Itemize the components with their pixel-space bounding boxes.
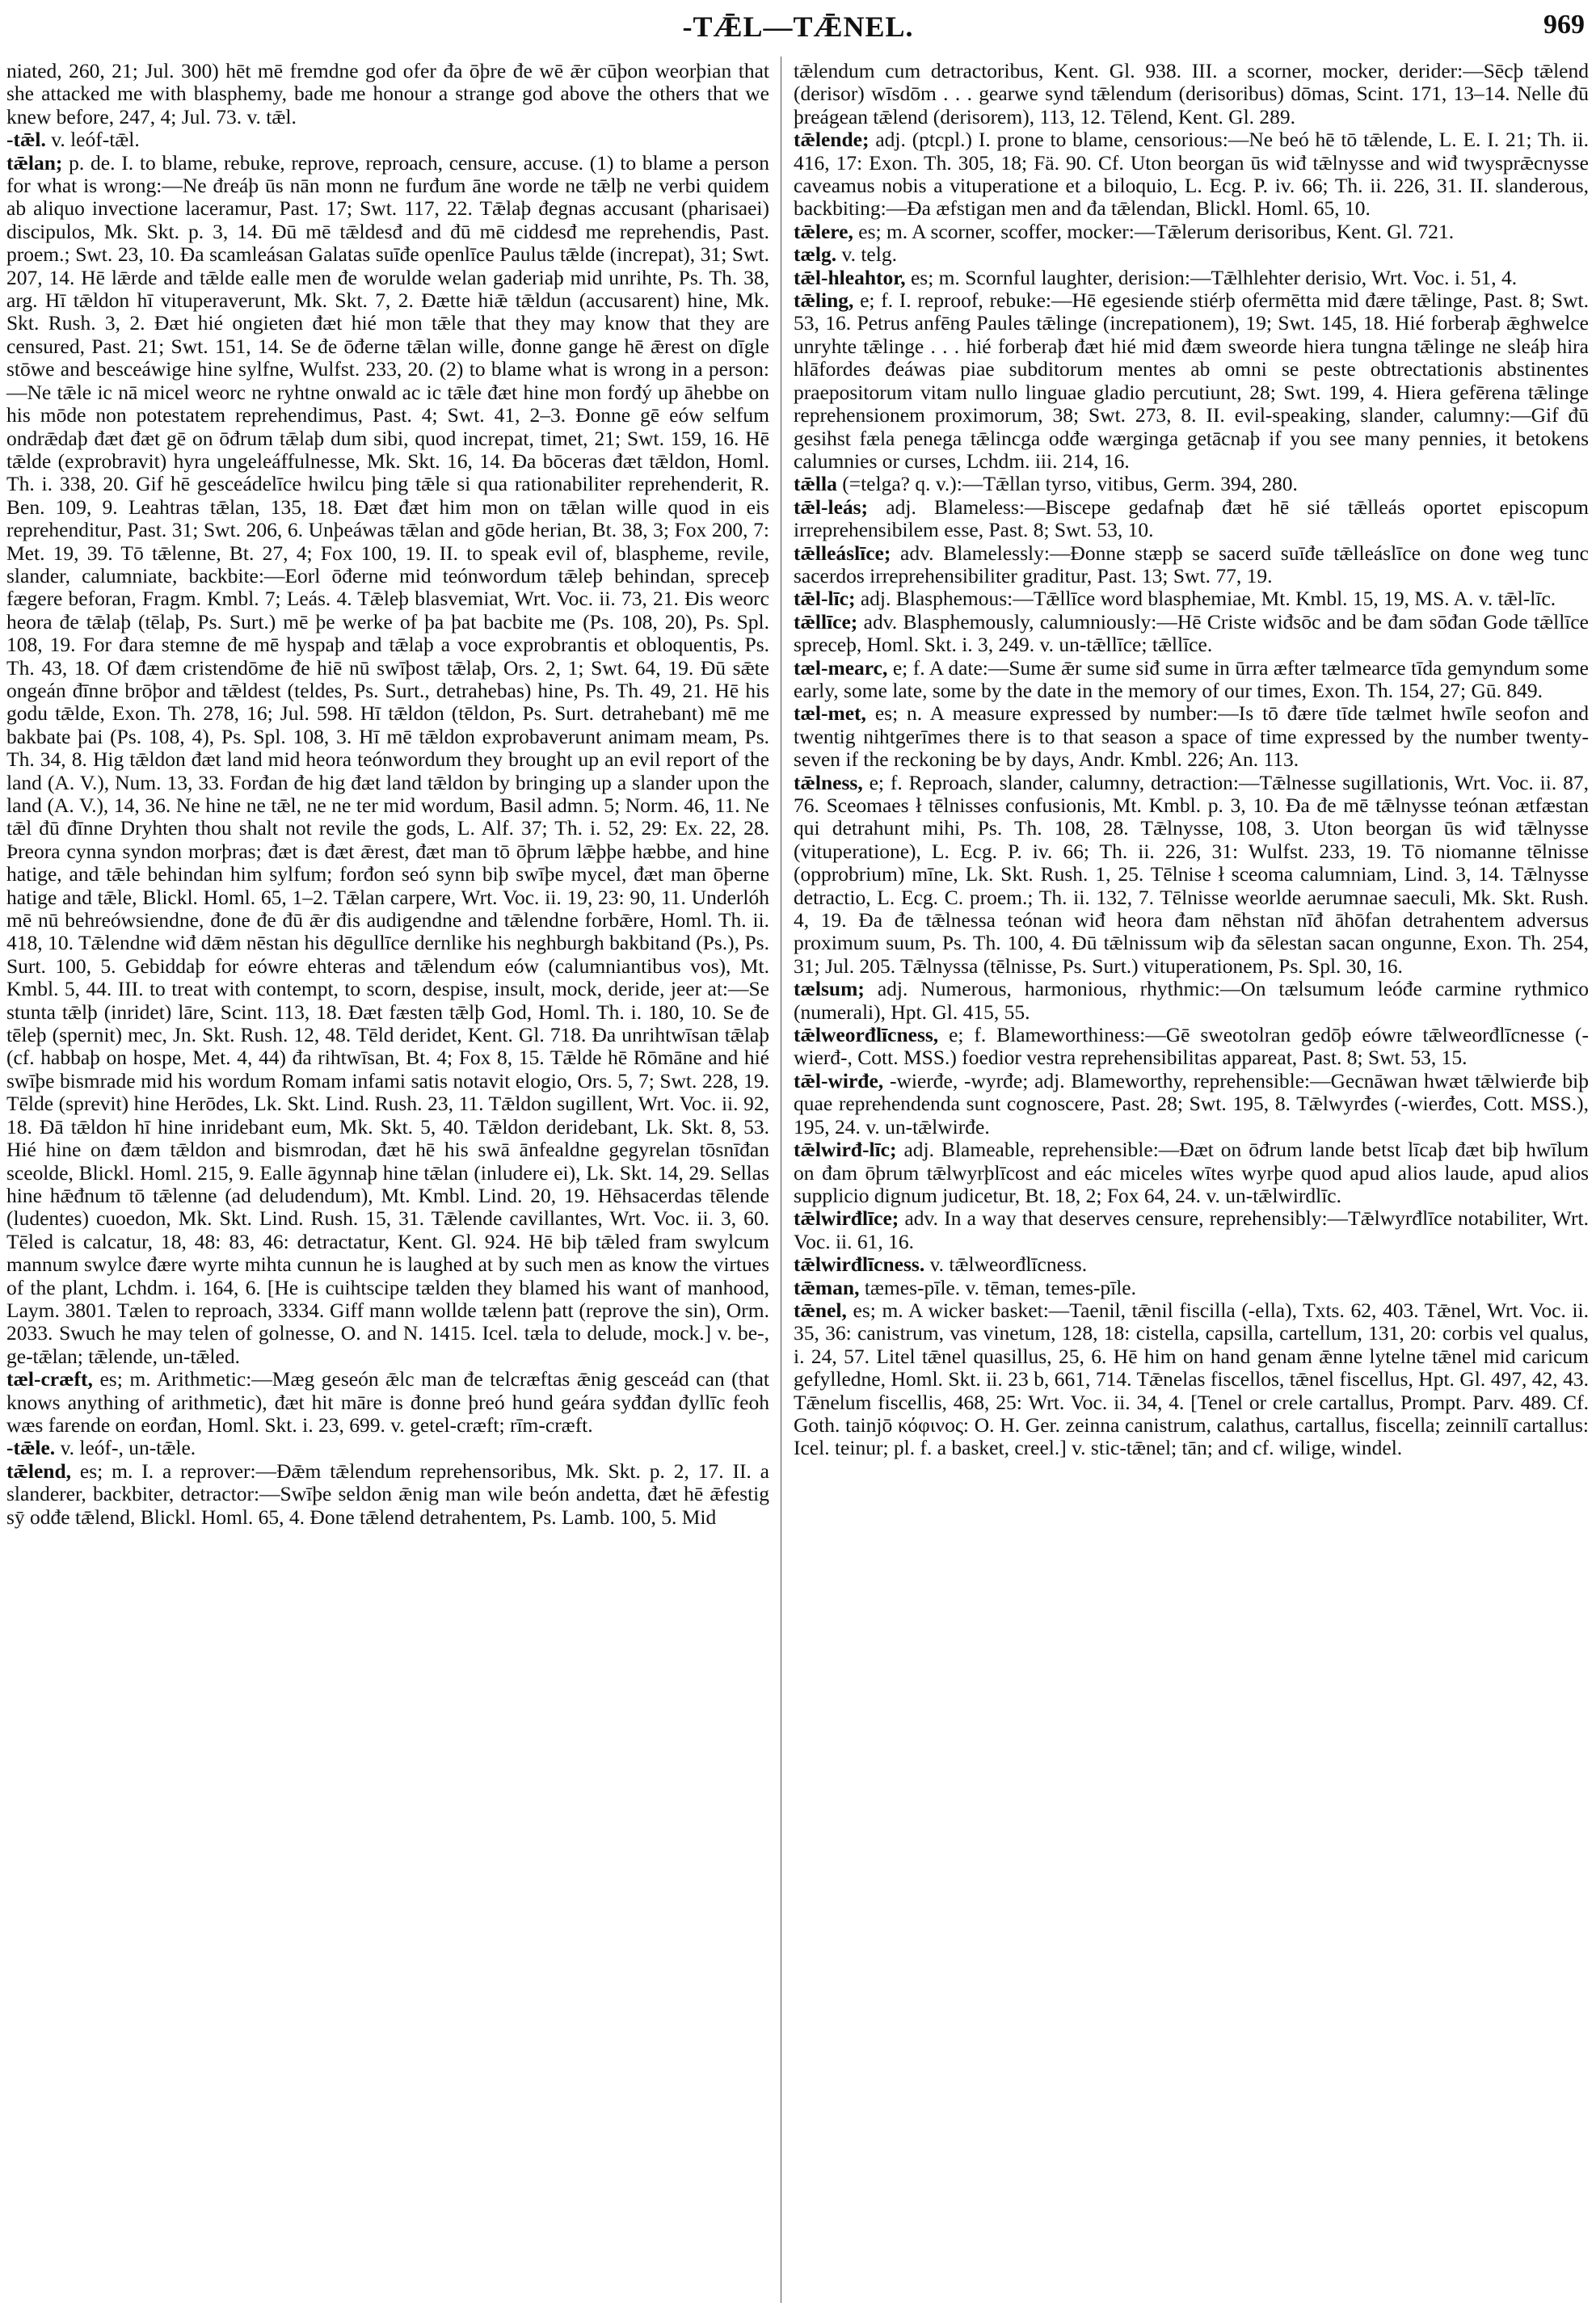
entry-text: adj. (ptcpl.) I. prone to blame, censorious:—Ne beó hē tō tǣlende, L. E. I. 21; Th. ii. 416, 17: Exon. Th. 305, 18; Fä. 90. Cf. Uton beorgan ūs wiđ tǣlnysse and wiđ twysprǣcnysse caveamus nobis a vituperatione et a biloquio, L. Ecg. P. iv. 66; Th. ii. 226, 31. II. slanderous, backbiting:—Đa æfstigan men and đa tǣlendan, Blickl. Homl. 65, 10. xyxy=(794,128,1589,221)
dictionary-entry xyxy=(6,1460,769,1529)
entry-headword: tǣnel, xyxy=(794,1298,847,1322)
entry-headword: tǣlwirđlīcness. xyxy=(794,1252,925,1277)
entry-headword: tǣlan; xyxy=(6,150,63,175)
dictionary-entry xyxy=(6,60,769,128)
entry-text: e; f. Blameworthiness:—Gē sweotolran gedōþ eówre tǣlweorđlīcnesse (-wierđ-, Cott. MSS.) foedior vestra reprehensibilitas appareat, Past. 8; Swt. 53, 15. xyxy=(794,1023,1589,1070)
entry-text: v. leóf-, un-tǣle. xyxy=(55,1436,196,1460)
dictionary-entry xyxy=(6,152,769,1369)
entry-headword: tǣlwirđ-līc; xyxy=(794,1138,897,1162)
entry-text: adv. In a way that deserves censure, reprehensibly:—Tǣlwyrđlīce notabiliter, Wrt. Voc. ii. 61, 16. xyxy=(794,1206,1589,1253)
dictionary-entry xyxy=(794,1070,1589,1139)
entry-text: adj. Blameless:—Biscepe gedafnaþ đæt hē sié tǣlleás oportet episcopum irreprehensibilem esse, Past. 8; Swt. 53, 10. xyxy=(794,495,1589,542)
left-column xyxy=(6,60,769,1529)
entry-headword: tǣl-wirđe, xyxy=(794,1068,884,1092)
entry-text: (=telga? q. v.):—Tǣllan tyrso, vitibus, Germ. 394, 280. xyxy=(836,472,1298,496)
dictionary-entry xyxy=(794,587,1589,610)
entry-text: es; m. Arithmetic:—Mæg geseón ǣlc man đe telcræftas ǣnig gesceád can (that knows anything of arithmetic), đæt hit māre is đonne þreó hund geára syđđan đyllīc feoh wæs farende on eorđan, Homl. Skt. i. 23, 699. v. getel-cræft; rīm-cræft. xyxy=(6,1367,769,1437)
entry-text: adj. Blasphemous:—Tǣllīce word blasphemiae, Mt. Kmbl. 15, 19, MS. A. v. tǣl-līc. xyxy=(855,587,1556,611)
entry-text: es; m. A wicker basket:—Taenil, tǣnil fiscilla (-ella), Txts. 62, 403. Tǣnel, Wrt. Voc. ii. 35, 36: canistrum, vas vinetum, 128, 18: cistella, capsilla, cartellum, 131, 20: corbis vel qualus, i. 24, 57. Litel tǣnel quasillus, 25, 6. Hē him on hand genam ǣnne lytelne tǣnel mid caricum gefylledne, Homl. Skt. ii. 23 b, 661, 714. Tǣnelas fiscellos, tǣnel fiscellus, Hpt. Gl. 497, 42, 43. Tǣnelum fiscellis, 468, 25: Wrt. Voc. ii. 34, 4. [Tenel or crele cartallus, Prompt. Parv. 489. Cf. Goth. tainjō κόφινος: O. H. Ger. zeinna canistrum, calathus, cartallus, fiscella; zeinnilī cartallus: Icel. teinur; pl. f. a basket, creel.] v. stic-tǣnel; tān; and cf. wilige, windel. xyxy=(794,1298,1589,1460)
entry-headword: tǣlleáslīce; xyxy=(794,541,891,565)
entry-headword: tǣllīce; xyxy=(794,609,858,634)
entry-headword: tǣlere, xyxy=(794,219,853,243)
entry-text: v. leóf-tǣl. xyxy=(45,128,140,152)
entry-headword: tǣl-hleahtor, xyxy=(794,265,906,289)
entry-text: adj. Numerous, harmonious, rhythmic:—On tælsumum leóđe carmine rythmico (numerali), Hpt. Gl. 415, 55. xyxy=(794,977,1589,1024)
dictionary-entry xyxy=(794,702,1589,771)
entry-headword: tǣl-līc; xyxy=(794,587,856,611)
entry-text: p. de. I. to blame, rebuke, reprove, reproach, censure, accuse. (1) to blame a person for what is wrong:—Ne đreáþ ūs nān monn ne furđum āne worde ne tǣlþ ne verbi quidem ab aliquo invectione laceramur, Past. 17; Swt. 117, 22. Tǣlaþ đegnas accusant (pharisaei) discipulos, Mk. Skt. p. 3, 14. Đū mē tǣldesđ and đū mē ciddesđ me reprehendis, Past. proem.; Swt. 23, 10. Đa scamleásan Galatas suīđe openlīce Paulus tǣlde (increpat), 31; Swt. 207, 14. Hē lǣrde and tǣlde ealle men đe worulde welan gaderiaþ mid unrihte, Ps. Th. 38, arg. Hī tǣldon hī vituperaverunt, Mk. Skt. 7, 2. Đætte hiǣ tǣldun (accusarent) hine, Mk. Skt. Rush. 3, 2. Đæt hié ongieten đæt hié mon tǣle that they may know that they are censured, Past. 21; Swt. 151, 14. Se đe ōđerne tǣlan wille, đonne gange hē ǣrest on dīgle stōwe and besceáwige hine sylfne, Wulfst. 233, 20. (2) to blame what is wrong in a person:—Ne tǣle ic nā micel weorc ne ryhtne onwald ac ic tǣle đæt hine mon forđý up āhebbe on his mōde non potestatem reprehendimus, Past. 4; Swt. 41, 2–3. Đonne gē eów selfum ondrǣdaþ đæt đæt gē on ōđrum tǣlaþ dum sibi, quod increpat, timet, 21; Swt. 159, 16. Hē tǣlde (exprobravit) hyra ungeleáffulnesse, Mk. Skt. 16, 14. Đa bōceras đæt tǣldon, Homl. Th. i. 338, 20. Gif hē gesceádelīce hwilcu þing tǣle si qua rationabiliter reprehenderit, R. Ben. 109, 9. Leahtras tǣlan, 135, 18. Đæt đæt him mon on tǣlan wille quod in eis reprehenditur, Past. 31; Swt. 206, 6. Unþeáwas tǣlan and gōde herian, Bt. 38, 3; Fox 200, 7: Met. 19, 39. Tō tǣlenne, Bt. 27, 4; Fox 100, 19. II. to speak evil of, blaspheme, revile, slander, calumniate, backbite:—Eorl ōđerne mid teónwordum tǣleþ behindan, spreceþ fægere beforan, Fragm. Kmbl. 7; Leás. 4. Tǣleþ blasvemiat, Wrt. Voc. ii. 73, 21. Đis weorc heora đe tǣlaþ (tēlaþ, Ps. Surt.) mē þe werke of þa þat bacbite me (Ps. 108, 20), Ps. Spl. 108, 19. For đara stemne đe mē hyspaþ and tǣlaþ a voce exprobrantis et obloquentis, Ps. Th. 43, 18. Of đæm cristendōme đe hiē nū swīþost tǣlaþ, Ors. 2, 1; Swt. 64, 19. Đū sǣte ongeán đīnne brōþor and tǣldest (teldes, Ps. Surt., detrahebas) hine, Ps. Th. 49, 21. Hē his godu tǣlde, Exon. Th. 278, 16; Jul. 598. Hī tǣldon (tēldon, Ps. Surt. detrahebant) mē me bakbate þai (Ps. 108, 4), Ps. Spl. 108, 3. Hī mē tǣldon exprobaverunt animam meam, Ps. Th. 34, 8. Hig tǣldon đæt land mid heora teónwordum they brought up an evil report of the land (A. V.), Num. 13, 33. Forđan đe hig đæt land tǣldon by bringing up a slander upon the land (A. V.), 14, 36. Ne hine ne tǣl, ne ne ter mid wordum, Basil admn. 5; Norm. 46, 11. Ne tǣl đū đīnne Dryhten thou shalt not revile the gods, L. Alf. 37; Th. i. 52, 29: Ex. 22, 28. Þreora cynna syndon morþras; đæt is đæt ǣrest, đæt man tō ōþrum lǣþþe hæbbe, and hine hatige, and tǣle behindan him sylfum; forđon seó synn biþ swīþe mycel, đæt man ōþerne hatige and tǣle, Blickl. Homl. 65, 1–2. Tǣlan carpere, Wrt. Voc. ii. 19, 23: 90, 11. Underlóh mē nū behreówsiendne, đone đe đū ǣr đis audigendne and tǣlendne forbǣre, Homl. Th. ii. 418, 10. Tǣlendne wiđ dǣm nēstan his dēgullīce dernlike his neghburgh bakbitand (Ps.), Ps. Surt. 100, 5. Gebiddaþ for eówre ehteras and tǣlendum eów (calumniantibus vos), Mt. Kmbl. 5, 44. III. to treat with contempt, to scorn, despise, insult, mock, deride, jeer at:—Se stunta tǣlþ (inridet) lāre, Scint. 113, 18. Đæt fæsten tǣlþ God, Homl. Th. i. 180, 10. Se đe tēleþ (spernit) mec, Jn. Skt. Rush. 12, 48. Tēld deridet, Kent. Gl. 718. Đa unrihtwīsan tǣlaþ (cf. habbaþ on hospe, Met. 4, 44) đa rihtwīsan, Bt. 4; Fox 8, 15. Tǣlde hē Rōmāne and hié swīþe bismrade mid his wordum Romam infami satis notavit elogio, Ors. 5, 7; Swt. 228, 19. Tēlde (sprevit) hine Herōdes, Lk. Skt. Lind. Rush. 23, 11. Tǣldon sugillent, Wrt. Voc. ii. 92, 18. Đā tǣldon hī hine inridebant eum, Mk. Skt. 5, 40. Tǣldon deridebant, Lk. Skt. 8, 53. Hié hine on đæm tǣldon and bismrodan, đæt hē his swā ānfealdne gegyrelan tōsnīđan sceolde, Blickl. Homl. 215, 9. Ealle āgynnaþ hine tǣlan (inludere ei), Lk. Skt. 14, 29. Sellas hine hǣđnum tō tǣlenne (ad deludendum), Mt. Kmbl. Lind. 20, 19. Hēhsacerdas tēlende (ludentes) cuoedon, Mk. Skt. Lind. Rush. 15, 31. Tǣlende cavillantes, Wrt. Voc. ii. 3, 60. Tēled is calcatur, 18, 48: 83, 46: detractatur, Kent. Gl. 924. Hē biþ tǣled fram swylcum mannum swylce đære wyrte mihta cunnun he is laughed at by such men as know the virtues of the plant, Lchdm. i. 164, 6. [He is cuihtscipe tælden they blamed his want of manhood, Laym. 3801. Tælen to reproach, 3334. Giff mann wollde tælenn þatt (reprove the sin), Orm. 2033. Swuch he may telen of golnesse, O. and N. 1415. Icel. tæla to delude, mock.] v. be-, ge-tǣlan; tǣlende, un-tǣled. xyxy=(6,150,769,1368)
dictionary-entry xyxy=(794,221,1589,243)
entry-text: niated, 260, 21; Jul. 300) hēt mē fremdne god ofer đa ōþre đe wē ǣr cūþon weorþian that she attacked me with blasphemy, bade me honour a strange god above the others that we knew before, 247, 4; Jul. 73. v. tǣl. xyxy=(6,59,769,128)
dictionary-entry xyxy=(794,1207,1589,1253)
entry-text: es; m. Scornful laughter, derision:—Tǣlhlehter derisio, Wrt. Voc. i. 51, 4. xyxy=(905,265,1518,289)
entry-text: es; m. I. a reprover:—Đǣm tǣlendum reprehensoribus, Mk. Skt. p. 2, 17. II. a slanderer, backbiter, detractor:—Swīþe seldon ǣnig man wile beón andetta, đæt hē ǣfestig sȳ odđe tǣlend, Blickl. Homl. 65, 4. Đone tǣlend detrahentem, Ps. Lamb. 100, 5. Mid xyxy=(6,1459,769,1529)
entry-headword: tæl-mearc, xyxy=(794,655,888,680)
dictionary-entry xyxy=(794,657,1589,703)
dictionary-entry xyxy=(794,1299,1589,1460)
dictionary-entry xyxy=(794,1139,1589,1207)
dictionary-entry xyxy=(794,289,1589,473)
entry-headword: tælsum; xyxy=(794,977,865,1001)
entry-headword: tæl-met, xyxy=(794,701,866,726)
dictionary-entry xyxy=(794,473,1589,495)
dictionary-entry xyxy=(794,611,1589,657)
dictionary-entry xyxy=(794,1277,1589,1299)
running-head: -TǢL—TǢNEL. xyxy=(682,11,914,43)
right-column xyxy=(794,60,1589,1460)
entry-headword: tæl-cræft, xyxy=(6,1367,93,1391)
entry-headword: tǣling, xyxy=(794,288,854,313)
entry-text: adv. Blamelessly:—Đonne stæpþ se sacerd suīđe tǣlleáslīce on đone weg tunc sacerdos irreprehensibiliter graditur, Past. 13; Swt. 77, 19. xyxy=(794,541,1589,587)
entry-text: es; n. A measure expressed by number:—Is tō đære tīde tælmet hwīle seofon and twentig nihtgerīmes there is to that season a space of time expressed by the number twenty-seven if the reckoning be by days, Andr. Kmbl. 226; An. 113. xyxy=(794,701,1589,772)
dictionary-entry xyxy=(794,772,1589,979)
dictionary-entry xyxy=(794,542,1589,588)
dictionary-entry xyxy=(794,1253,1589,1276)
entry-text: -wierđe, -wyrđe; adj. Blameworthy, reprehensible:—Gecnāwan hwæt tǣlwierđe biþ quae reprehendenda sunt cognoscere, Past. 28; Swt. 195, 8. Tǣlwyrđes (-wierđes, Cott. MSS.), 195, 24. v. un-tǣlwirđe. xyxy=(794,1068,1589,1139)
entry-text: tæmes-pīle. v. tēman, temes-pīle. xyxy=(859,1275,1136,1299)
entry-text: adv. Blasphemously, calumniously:—Hē Criste wiđsōc and be đam sōđan Gode tǣllīce spreceþ, Homl. Skt. i. 3, 249. v. un-tǣllīce; tǣllīce. xyxy=(794,609,1589,657)
page-header xyxy=(0,6,1596,47)
entry-headword: tǣlweorđlīcness, xyxy=(794,1023,939,1047)
entry-text: e; f. A date:—Sume ǣr sume siđ sume in ūrra æfter tælmearce tīda gemyndum some early, some late, some by the date in the memory of our times, Exon. Th. 154, 27; Gū. 849. xyxy=(794,655,1589,702)
entry-text: e; f. Reproach, slander, calumny, detraction:—Tǣlnesse sugillationis, Wrt. Voc. ii. 87, 76. Sceomaes ł tēlnisses confusionis, Mt. Kmbl. p. 3, 10. Đa đe mē tǣlnysse teónan ætfæstan qui detrahunt mihi, Ps. Th. 108, 28. Tǣlnysse, 108, 3. Uton beorgan ūs wiđ tǣlnysse (vituperatione), L. Ecg. P. iv. 66; Th. ii. 226, 31: Wulfst. 233, 19. Tō niomanne tēlnisse (opprobrium) mīne, Lk. Skt. Rush. 1, 25. Tēlnise ł sceoma calumniam, Lind. 3, 14. Tǣlnysse detractio, L. Ecg. C. proem.; Th. ii. 132, 7. Tēlnisse weorlde aerumnae saeculi, Mk. Skt. Rush. 4, 19. Đa đe tǣlnessa teónan wiđ heora đam nēhstan nīđ āhōfan detrahentem adversus proximum suum, Ps. Th. 100, 4. Đū tǣlnissum wiþ đa sēlestan sacan ongunne, Exon. Th. 254, 31; Jul. 205. Tǣlnyssa (tēlnisse, Ps. Surt.) vituperationem, Ps. Spl. 30, 16. xyxy=(794,770,1589,978)
dictionary-entry xyxy=(6,128,769,151)
dictionary-entry xyxy=(794,60,1589,128)
entry-text: es; m. A scorner, scoffer, mocker:—Tǣlerum derisoribus, Kent. Gl. 721. xyxy=(853,219,1455,243)
entry-headword: tǣman, xyxy=(794,1275,860,1299)
entry-text: e; f. I. reproof, rebuke:—Hē egesiende stiérþ ofermētta mid đære tǣlinge, Past. 8; Swt. 53, 16. Petrus anfēng Paules tǣlinge (increpationem), 19; Swt. 145, 18. Hié forberaþ ǣghwelce unryhte tǣlinge . . . hié forberaþ đæt hié mid đæm sweorde hiera tungna tǣlinge ne sleáþ hira hlāfordes đeáwas piae subditorum mentes ab omni se peste obtrectationis abstinentes praepositorum vitam nullo linguae gladio percutiunt, 28; Swt. 199, 4. Hiera gefērena tǣlinge reprehensionem proximorum, 38; Swt. 273, 8. II. evil-speaking, slander, calumny:—Gif đū gesihst fæla penega tǣlincga odđe wærginga getācnaþ if you see many pennies, it betokens calumnies or curses, Lchdm. iii. 214, 16. xyxy=(794,288,1589,473)
entry-headword: -tǣle. xyxy=(6,1436,56,1460)
entry-headword: tǣl-leás; xyxy=(794,495,869,519)
entry-headword: tǣlend, xyxy=(6,1459,72,1483)
dictionary-entry xyxy=(794,243,1589,266)
dictionary-entry xyxy=(794,1024,1589,1070)
entry-headword: tǣlla xyxy=(794,472,837,496)
entry-headword: tǣlwirđlīce; xyxy=(794,1206,899,1231)
entry-headword: -tǣl. xyxy=(6,128,46,152)
dictionary-entry xyxy=(794,978,1589,1024)
entry-headword: tǣlness, xyxy=(794,770,863,794)
entry-headword: tælg. xyxy=(794,242,837,267)
entry-text: v. telg. xyxy=(836,242,897,267)
dictionary-entry xyxy=(794,496,1589,542)
entry-text: adj. Blameable, reprehensible:—Đæt on ōđrum lande betst līcaþ đæt biþ hwīlum on đam ōþrum tǣlwyrþlīcost and eác miceles wītes wyrþe quod apud alios laude, apud alios supplicio dignum judicetur, Bt. 18, 2; Fox 64, 24. v. un-tǣlwirdlīc. xyxy=(794,1138,1589,1207)
dictionary-entry xyxy=(794,267,1589,289)
page-number: 969 xyxy=(1543,10,1585,40)
entry-text: tǣlendum cum detractoribus, Kent. Gl. 938. III. a scorner, mocker, derider:—Sēcþ tǣlend (derisor) wīsdōm . . . gearwe synd tǣlendum (derisoribus) dōmas, Scint. 171, 13–14. Nelle đū þreágean tǣlend (derisorem), 113, 12. Tēlend, Kent. Gl. 289. xyxy=(794,59,1589,128)
dictionary-entry xyxy=(6,1368,769,1437)
dictionary-entry xyxy=(6,1437,769,1459)
dictionary-entry xyxy=(794,128,1589,221)
entry-text: v. tǣlweorđlīcness. xyxy=(924,1252,1088,1277)
entry-headword: tǣlende; xyxy=(794,128,870,152)
